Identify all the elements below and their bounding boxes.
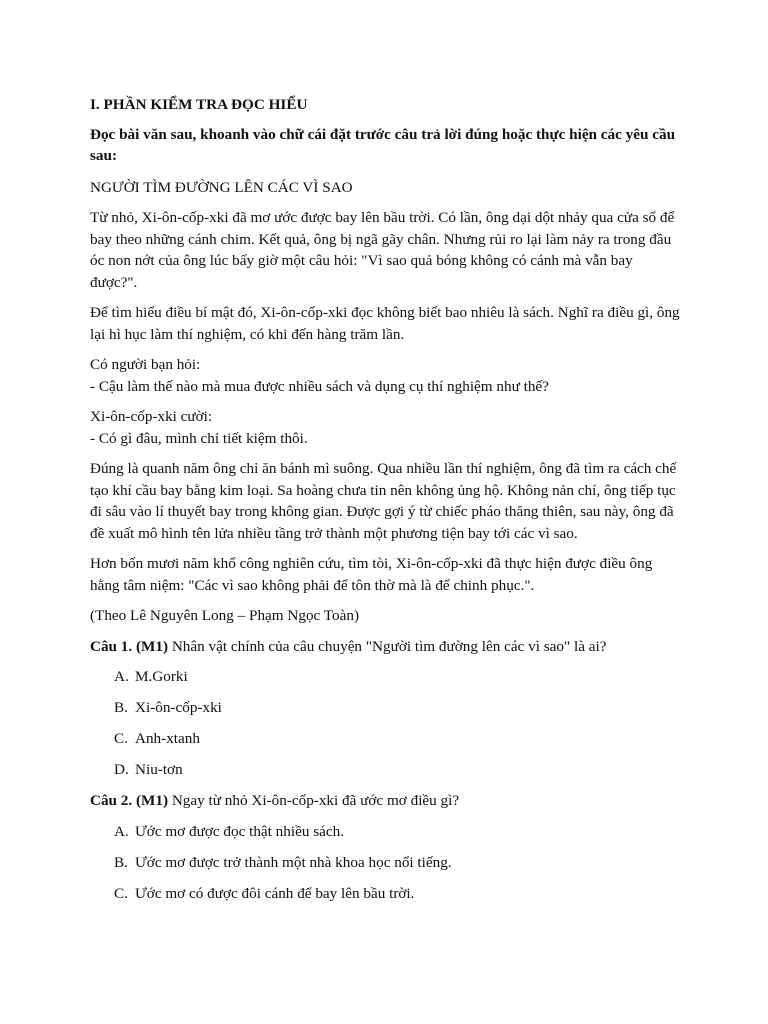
question-1-option-c[interactable] bbox=[114, 728, 680, 750]
question-1-option-b[interactable] bbox=[114, 697, 680, 719]
question-1 bbox=[90, 636, 680, 658]
option-text: M.Gorki bbox=[135, 668, 188, 685]
story-paragraph-3: Đúng là quanh năm ông chỉ ăn bánh mì suông. Qua nhiều lần thí nghiệm, ông đã tìm ra cách chế tạo khí cầu bay bằng kim loại. Sa hoàng chưa tin nên không ủng hộ. Không nản chí, ông tiếp tục đi sâu vào lí thuyết bay trong không gian. Được gợi ý từ chiếc pháo thăng thiên, sau này, ông đã đề xuất mô hình tên lửa nhiều tầng trở thành một phương tiện bay tới các vì sao. bbox=[90, 460, 677, 542]
story-paragraph-4: Hơn bốn mươi năm khổ công nghiên cứu, tìm tòi, Xi-ôn-cốp-xki đã thực hiện được điều ông hằng tâm niệm: "Các vì sao không phải để tôn thờ mà là để chinh phục.". bbox=[90, 555, 653, 594]
document-page bbox=[90, 90, 680, 914]
option-letter: A. bbox=[114, 668, 129, 685]
option-text: Ước mơ được đọc thật nhiều sách. bbox=[135, 822, 345, 840]
option-text: Ước mơ được trở thành một nhà khoa học nổi tiếng. bbox=[135, 853, 452, 871]
question-2-option-a[interactable] bbox=[114, 821, 680, 843]
dialogue-line: - Cậu làm thế nào mà mua được nhiều sách và dụng cụ thí nghiệm như thế? bbox=[90, 377, 549, 395]
source-citation: (Theo Lê Nguyên Long – Phạm Ngọc Toàn) bbox=[90, 607, 360, 624]
option-letter: C. bbox=[114, 730, 128, 747]
dialogue-block-1 bbox=[90, 354, 680, 397]
option-letter: A. bbox=[114, 822, 129, 840]
question-2 bbox=[90, 790, 680, 812]
dialogue-line: Có người bạn hỏi: bbox=[90, 356, 201, 373]
story-paragraph-1: Từ nhỏ, Xi-ôn-cốp-xki đã mơ ước được bay lên bầu trời. Có lần, ông dại dột nhảy qua cửa sổ để bay theo những cánh chim. Kết quả, ông bị ngã gãy chân. Nhưng rủi ro lại làm nảy ra trong đầu óc non nớt của ông lúc bấy giờ một câu hỏi: "Vì sao quả bóng không có cánh mà vẫn bay được?". bbox=[90, 209, 675, 291]
story-title: NGƯỜI TÌM ĐƯỜNG LÊN CÁC VÌ SAO bbox=[90, 178, 353, 196]
option-text: Ước mơ có được đôi cánh để bay lên bầu trời. bbox=[135, 884, 415, 902]
option-letter: C. bbox=[114, 884, 128, 902]
story-paragraph-2: Để tìm hiểu điều bí mật đó, Xi-ôn-cốp-xki đọc không biết bao nhiêu là sách. Nghĩ ra điều gì, ông lại hì hục làm thí nghiệm, có khi đến hàng trăm lần. bbox=[90, 304, 680, 343]
dialogue-block-2 bbox=[90, 406, 680, 449]
question-label: Câu 1. (M1) bbox=[90, 637, 169, 655]
option-text: Niu-tơn bbox=[135, 761, 183, 778]
option-letter: D. bbox=[114, 761, 129, 778]
section-title: I. PHẦN KIỂM TRA ĐỌC HIỂU bbox=[90, 96, 308, 113]
question-1-option-d[interactable] bbox=[114, 759, 680, 781]
dialogue-line: - Có gì đâu, mình chỉ tiết kiệm thôi. bbox=[90, 429, 308, 447]
dialogue-line: Xi-ôn-cốp-xki cười: bbox=[90, 408, 213, 425]
question-2-option-c[interactable] bbox=[114, 883, 680, 905]
question-2-option-b[interactable] bbox=[114, 852, 680, 874]
question-text: Nhân vật chính của câu chuyện "Người tìm đường lên các vì sao" là ai? bbox=[168, 637, 607, 655]
option-letter: B. bbox=[114, 853, 128, 871]
question-label: Câu 2. (M1) bbox=[90, 792, 169, 809]
instruction-text: Đọc bài văn sau, khoanh vào chữ cái đặt trước câu trả lời đúng hoặc thực hiện các yêu cầu sau: bbox=[90, 125, 676, 164]
option-letter: B. bbox=[114, 699, 128, 716]
option-text: Xi-ôn-cốp-xki bbox=[135, 699, 222, 716]
option-text: Anh-xtanh bbox=[135, 730, 200, 747]
question-text: Ngay từ nhỏ Xi-ôn-cốp-xki đã ước mơ điều gì? bbox=[168, 792, 460, 809]
question-1-option-a[interactable] bbox=[114, 666, 680, 688]
